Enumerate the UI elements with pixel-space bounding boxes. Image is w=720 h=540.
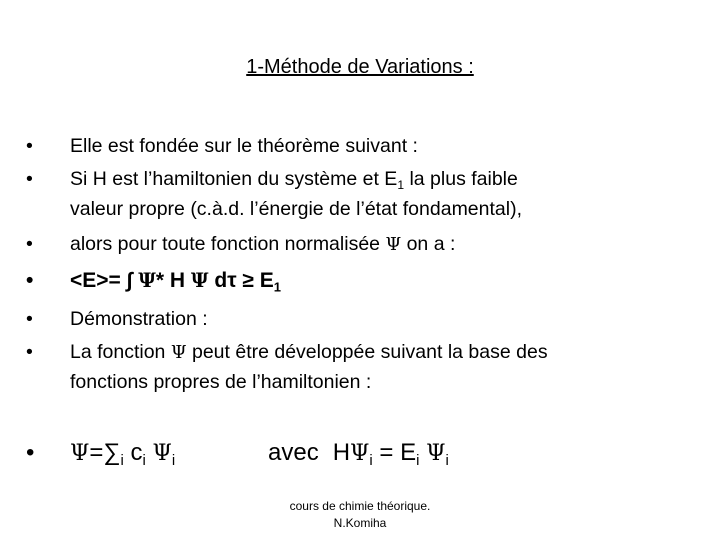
bullet-marker: • bbox=[26, 269, 34, 292]
bullet-text: La fonction Ψ peut être développée suivant la base des bbox=[70, 341, 548, 363]
bullet-marker: • bbox=[26, 341, 33, 363]
eigen-equation: avec $H\Psi_i = E_i$ $\Psi_i$ bbox=[268, 439, 449, 470]
bullet-marker: • bbox=[26, 308, 33, 330]
bullet-marker: • bbox=[26, 168, 33, 190]
bullet-marker: • bbox=[26, 439, 35, 466]
footer-author: N.Komiha bbox=[333, 516, 387, 530]
bullet-text: alors pour toute fonction normalisée Ψ on a : bbox=[70, 233, 456, 255]
bullet-text: fonctions propres de l’hamiltonien : bbox=[70, 371, 372, 393]
footer-course: cours de chimie théorique. bbox=[289, 499, 431, 513]
bullet-text: Démonstration : bbox=[70, 308, 208, 330]
slide-title: 1-Méthode de Variations : bbox=[246, 56, 474, 78]
bullet-text: Elle est fondée sur le théorème suivant : bbox=[70, 135, 418, 157]
bullet-marker: • bbox=[26, 135, 33, 157]
bullet-text: Si H est l’hamiltonien du système et $E_1$ la plus faible bbox=[70, 168, 518, 193]
formula-text: <E>= ∫ Ψ* H Ψ $d\tau \ge E_1$ bbox=[70, 269, 282, 295]
bullet-marker: • bbox=[26, 233, 33, 255]
slide-footer bbox=[0, 498, 720, 532]
bullet-text: valeur propre (c.à.d. l’énergie de l’état fondamental), bbox=[70, 198, 523, 220]
expansion-formula: $\Psi=\sum_i$ $c_i$ $\Psi_i$ bbox=[70, 439, 176, 470]
